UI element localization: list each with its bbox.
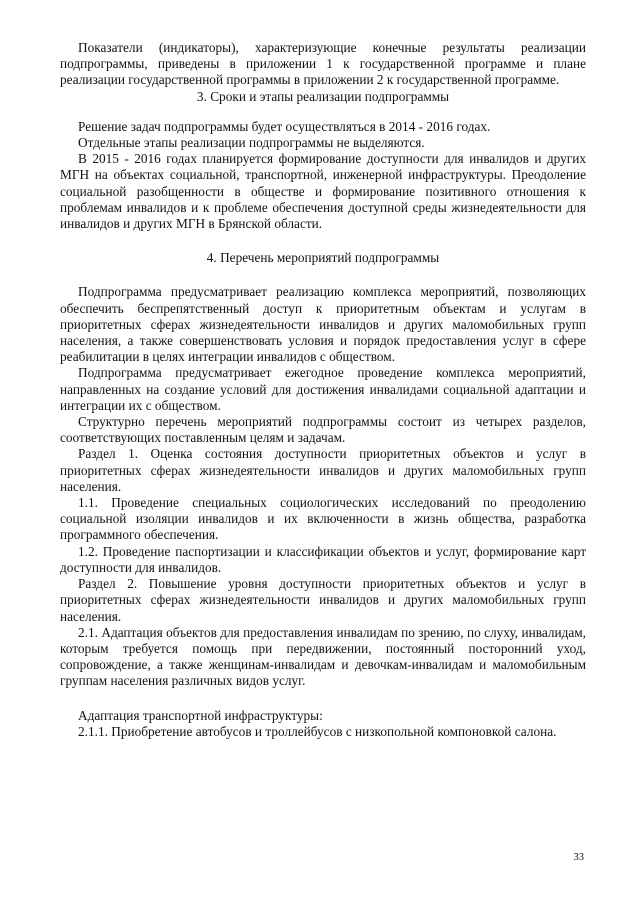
paragraph-indicators: Показатели (индикаторы), характеризующие конечные результаты реализации подпрограммы, приведены в приложении 1 к государственной программе и плане реализации государственной программы в приложении 2 к государственной программе. [60,40,586,88]
section-heading-4: 4. Перечень мероприятий подпрограммы [206,250,440,266]
paragraph-item-1-1: 1.1. Проведение специальных социологических исследований по преодолению социальной изоляции инвалидов и их включенности в жизнь общества, разработка программного обеспечения. [60,495,586,543]
section-heading-3: 3. Сроки и этапы реализации подпрограммы [196,88,450,104]
paragraph-terms: Решение задач подпрограммы будет осуществляться в 2014 - 2016 годах. [78,118,491,134]
paragraph-item-2-1-1: 2.1.1. Приобретение автобусов и троллейбусов с низкопольной компоновкой салона. [78,723,557,739]
paragraph-plans: В 2015 - 2016 годах планируется формирование доступности для инвалидов и других МГН на объектах социальной, транспортной, инженерной инфраструктуры. Преодоление социальной разобщенности в обществе и формирование позитивного отношения к проблемам инвалидов и к проблеме обеспечения доступной среды жизнедеятельности для инвалидов и других МГН в Брянской области. [60,151,586,232]
spacer [60,105,586,119]
paragraph-section-1: Раздел 1. Оценка состояния доступности приоритетных объектов и услуг в приоритетных сферах жизнедеятельности инвалидов и других маломобильных групп населения. [60,446,586,494]
paragraph-item-1-2: 1.2. Проведение паспортизации и классификации объектов и услуг, формирование карт доступности для инвалидов. [60,543,586,575]
spacer [60,266,586,284]
paragraph-subprogram-1: Подпрограмма предусматривает реализацию комплекса мероприятий, позволяющих обеспечить беспрепятственный доступ к приоритетным объектам и услугам в приоритетных сферах жизнедеятельности инвалидов и других маломобильных групп населения, а также совершенствовать условия и порядок предоставления услуг в сфере реабилитации в целях интеграции инвалидов с обществом. [60,284,586,365]
paragraph-structure: Структурно перечень мероприятий подпрограммы состоит из четырех разделов, соответствующих поставленным целям и задачам. [60,414,586,446]
document-body [60,40,586,740]
spacer [60,690,586,708]
paragraph-item-2-1: 2.1. Адаптация объектов для предоставления инвалидам по зрению, по слуху, инвалидам, которым требуется помощь при передвижении, постоянный посторонний уход, сопровождение, а также женщинам-инвалидам и девочкам-инвалидам и маломобильным группам населения различных видов услуг. [60,624,586,689]
page-number: 33 [573,852,584,863]
paragraph-transport: Адаптация транспортной инфраструктуры: [78,707,323,723]
paragraph-section-2: Раздел 2. Повышение уровня доступности приоритетных объектов и услуг в приоритетных сферах жизнедеятельности инвалидов и других маломобильных групп населения. [60,576,586,624]
paragraph-subprogram-2: Подпрограмма предусматривает ежегодное проведение комплекса мероприятий, направленных на создание условий для достижения инвалидами социальной адаптации и интеграции их с обществом. [60,365,586,413]
paragraph-stages: Отдельные этапы реализации подпрограммы не выделяются. [78,135,425,151]
spacer [60,232,586,250]
